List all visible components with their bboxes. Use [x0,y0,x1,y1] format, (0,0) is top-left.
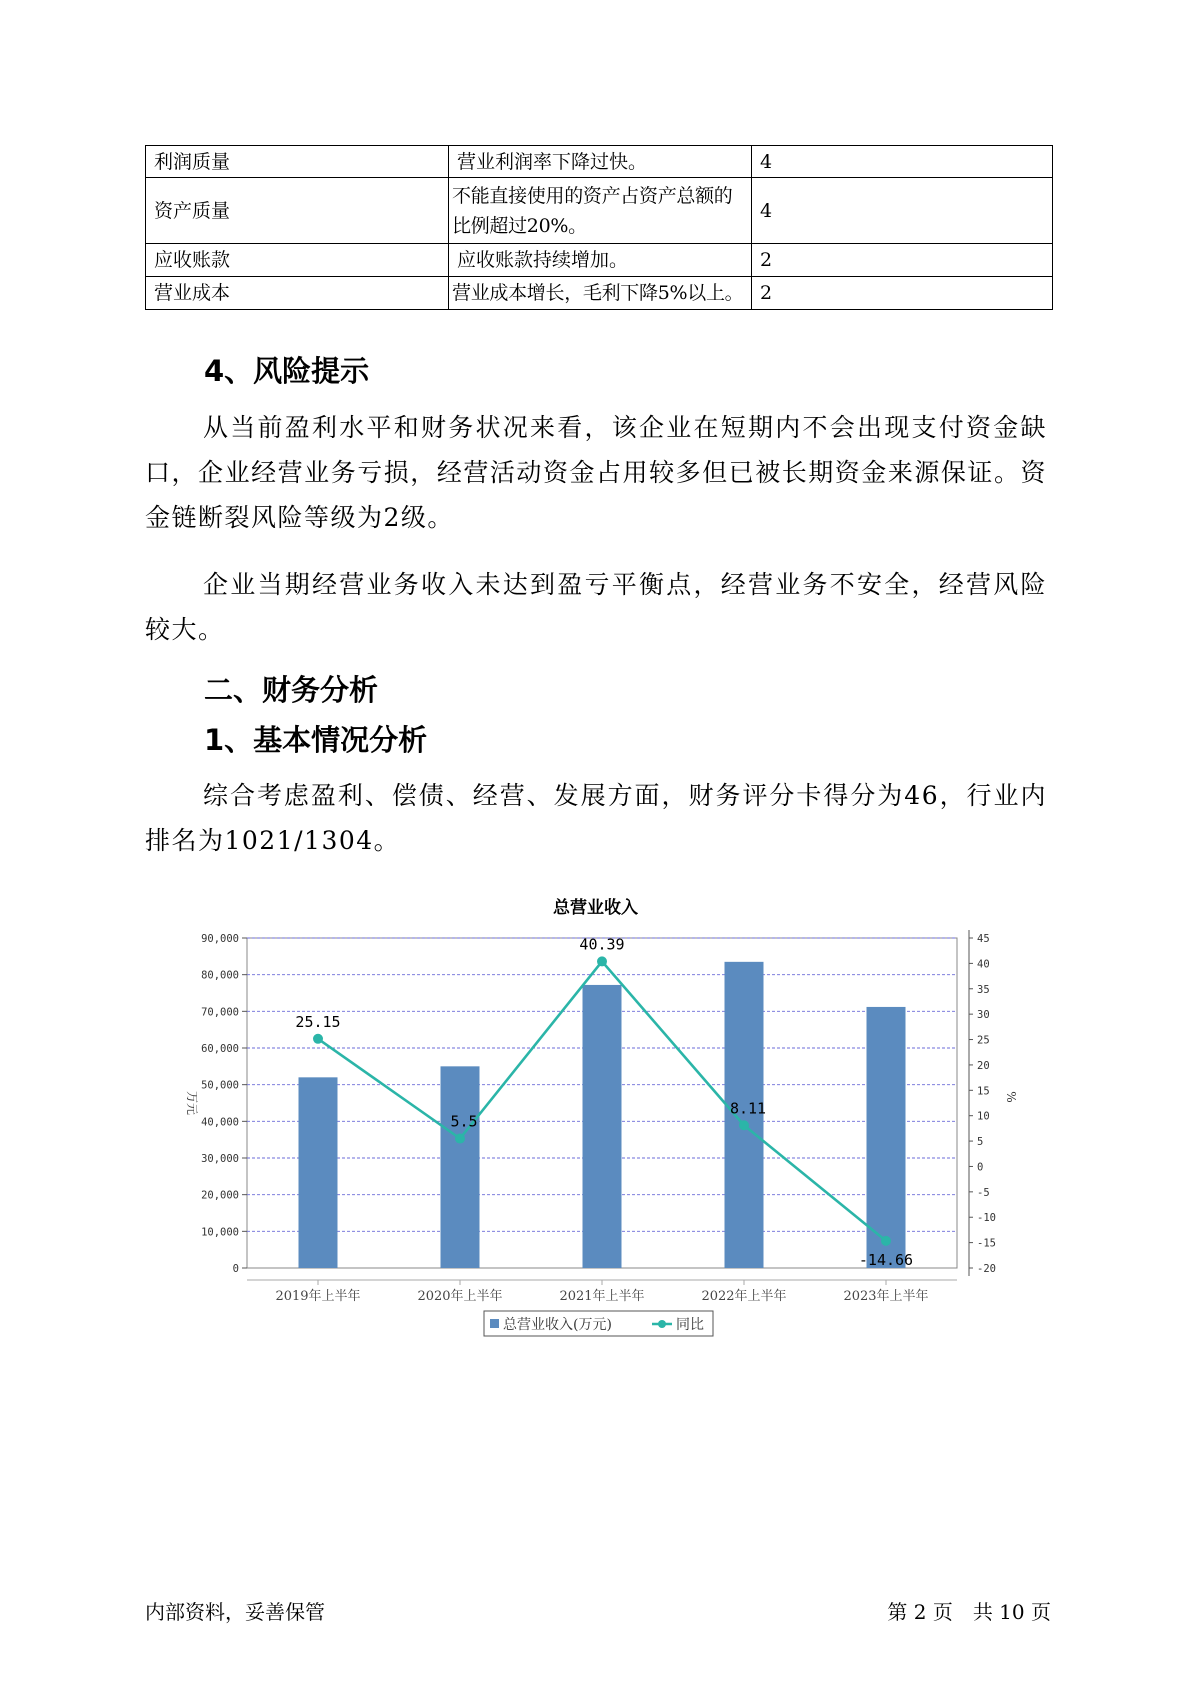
chart-title: 总营业收入 [553,898,638,918]
x-tick-label: 2019年上半年 [275,1289,361,1304]
legend-line-marker [658,1320,666,1328]
bar [299,1077,338,1268]
y2-tick-label: -10 [977,1212,996,1225]
yoy-point [881,1236,891,1246]
yoy-data-label: 25.15 [295,1012,341,1031]
yoy-data-label: 40.39 [579,935,625,954]
yoy-point [455,1134,465,1144]
y-tick-label: 0 [232,1263,239,1275]
y-tick-label: 20,000 [201,1189,239,1202]
yoy-data-label: 5.5 [450,1112,478,1131]
table-cell-desc: 营业成本增长，毛利下降5%以上。 [449,277,752,310]
y2-tick-label: 30 [977,1009,990,1022]
table-cell-desc: 不能直接使用的资产占资产总额的比例超过20%。 [449,178,752,244]
y2-tick-label: 35 [977,983,990,996]
table-cell-item: 资产质量 [146,178,449,244]
legend-bar-swatch [490,1319,499,1328]
table-cell-score: 2 [752,277,1053,310]
risk-paragraph-1: 从当前盈利水平和财务状况来看，该企业在短期内不会出现支付资金缺口，企业经营业务亏损，经营活动资金占用较多但已被长期资金来源保证。资金链断裂风险等级为2级。 [145,413,1047,532]
section-heading-risk: 4、风险提示 [204,354,370,388]
basic-paragraph: 综合考虑盈利、偿债、经营、发展方面，财务评分卡得分为46，行业内排名为1021/1304。 [145,781,1047,855]
table-cell-desc: 应收账款持续增加。 [449,244,752,277]
y-tick-label: 70,000 [201,1006,239,1019]
legend-bar-label: 总营业收入(万元) [503,1317,612,1333]
table-cell-item: 营业成本 [146,277,449,310]
y-tick-label: 90,000 [201,933,239,945]
y2-tick-label: -5 [977,1186,990,1199]
y2-tick-label: 10 [977,1110,990,1123]
y-axis-label: 万元 [185,1090,199,1116]
table-cell-desc: 营业利润率下降过快。 [449,146,752,178]
x-tick-label: 2022年上半年 [701,1289,787,1304]
table-cell-score: 2 [752,244,1053,277]
y-tick-label: 40,000 [201,1116,239,1129]
y-tick-label: 80,000 [201,969,239,982]
y2-tick-label: -20 [977,1263,996,1275]
sub-heading-basic: 1、基本情况分析 [204,723,428,757]
y-tick-label: 50,000 [201,1079,239,1092]
risk-paragraph-2: 企业当期经营业务收入未达到盈亏平衡点，经营业务不安全，经营风险较大。 [145,570,1047,644]
bar [583,985,622,1268]
y-tick-label: 10,000 [201,1226,239,1239]
table-cell-item: 利润质量 [146,146,449,178]
yoy-data-label: 8.11 [729,1099,767,1118]
y2-tick-label: 45 [977,933,990,945]
bar [441,1066,480,1268]
y2-tick-label: 20 [977,1059,990,1072]
y2-tick-label: 25 [977,1034,990,1047]
footer-note: 内部资料，妥善保管 [145,1600,325,1624]
table-cell-item: 应收账款 [146,244,449,277]
y2-axis-label: % [1004,1091,1018,1103]
table-cell-score: 4 [752,178,1053,244]
y2-tick-label: 40 [977,958,990,971]
x-tick-label: 2021年上半年 [559,1289,645,1304]
y2-tick-label: 0 [977,1161,984,1174]
yoy-point [739,1120,749,1130]
yoy-point [597,956,607,966]
x-tick-label: 2020年上半年 [417,1289,503,1304]
y2-tick-label: -15 [977,1237,996,1250]
page-number: 第 2 页 共 10 页 [887,1600,1051,1624]
y2-tick-label: 5 [977,1136,984,1149]
yoy-point [313,1034,323,1044]
y-tick-label: 60,000 [201,1043,239,1055]
x-tick-label: 2023年上半年 [843,1289,929,1304]
legend-line-label: 同比 [676,1317,704,1333]
y2-tick-label: 15 [977,1085,990,1098]
yoy-data-label: -14.66 [858,1250,914,1269]
y-tick-label: 30,000 [201,1153,239,1165]
section-heading-financial: 二、财务分析 [204,673,379,707]
table-cell-score: 4 [752,146,1053,178]
